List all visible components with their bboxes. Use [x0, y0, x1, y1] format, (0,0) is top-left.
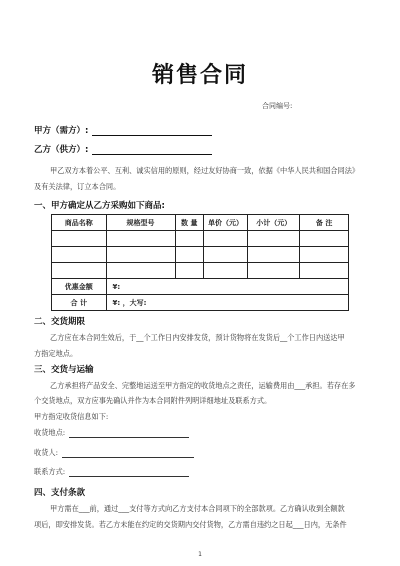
- section-3-title: 三、交货与运输: [34, 365, 94, 375]
- page-number: 1: [198, 551, 202, 558]
- section-2-line-1: 乙方应在本合同生效后，于__个工作日内安排发货，预计货物将在发货后__个工作日内送达甲: [50, 333, 345, 342]
- party-b-blank-line: [92, 145, 212, 155]
- header-quantity: 数 量: [175, 215, 203, 231]
- receive-place-row: [34, 428, 189, 438]
- total-value: ¥: ，大写:: [106, 295, 348, 311]
- discount-row: [52, 279, 349, 295]
- party-a-label: 甲方（需方）:: [34, 126, 89, 136]
- section-2-line-2: 方指定地点。: [34, 349, 78, 358]
- section-4-line-2: 项后，即安排发货。若乙方未能在约定的交货期内交付货物，乙方需自违约之日起___日内，无条件: [34, 520, 347, 529]
- table-row: [52, 231, 349, 247]
- receive-place-blank-line: [69, 429, 189, 438]
- table-row: [52, 247, 349, 263]
- total-label: 合 计: [52, 295, 107, 311]
- discount-value: ¥:: [106, 279, 348, 295]
- contact-label: 联系方式:: [34, 467, 66, 476]
- intro-line-2: 及有关法律，订立本合同。: [34, 182, 121, 191]
- section-4-title: 四、支付条款: [34, 488, 86, 498]
- header-unit-price: 单价（元）: [203, 215, 247, 231]
- header-remarks: 备 注: [300, 215, 349, 231]
- contact-row: [34, 467, 189, 477]
- contract-number-label: 合同编号:: [262, 102, 293, 110]
- table-row: [52, 263, 349, 279]
- party-a-row: [34, 124, 212, 136]
- section-3-line-1: 乙方承担将产品安全、完整地运送至甲方指定的收货地点之责任，运输费用由___承担。若存在多: [50, 381, 356, 390]
- receiver-label: 收货人:: [34, 448, 58, 457]
- goods-table: [51, 214, 349, 311]
- contact-blank-line: [69, 468, 189, 477]
- party-b-label: 乙方（供方）:: [34, 145, 89, 155]
- party-a-blank-line: [92, 126, 212, 136]
- section-2-title: 二、交货期限: [34, 317, 86, 327]
- receive-place-label: 收货地点:: [34, 428, 66, 437]
- section-3-line-2: 个交货地点，双方应事先确认并作为本合同附件列明详细地址及联系方式。: [34, 396, 272, 405]
- document-title: 销售合同: [151, 63, 248, 88]
- total-row: [52, 295, 349, 311]
- header-product-name: 商品名称: [52, 215, 107, 231]
- receiver-row: [34, 448, 194, 458]
- receiver-blank-line: [62, 449, 194, 458]
- party-b-row: [34, 143, 212, 155]
- header-subtotal: 小计（元）: [248, 215, 300, 231]
- header-spec-model: 规格型号: [106, 215, 175, 231]
- section-4-line-1: 甲方需在___前，通过___支付等方式向乙方支付本合同项下的全部款项。乙方确认收到全额款: [50, 504, 345, 513]
- section-3-line-3: 甲方指定收货信息如下:: [34, 412, 109, 421]
- intro-line-1: 甲乙双方本着公平、互利、诚实信用的原则，经过友好协商一致，依据《中华人民共和国合同法》: [50, 166, 360, 175]
- section-1-title: 一、甲方确定从乙方采购如下商品:: [34, 201, 165, 211]
- table-header-row: [52, 215, 349, 231]
- discount-label: 优惠金额: [52, 279, 107, 295]
